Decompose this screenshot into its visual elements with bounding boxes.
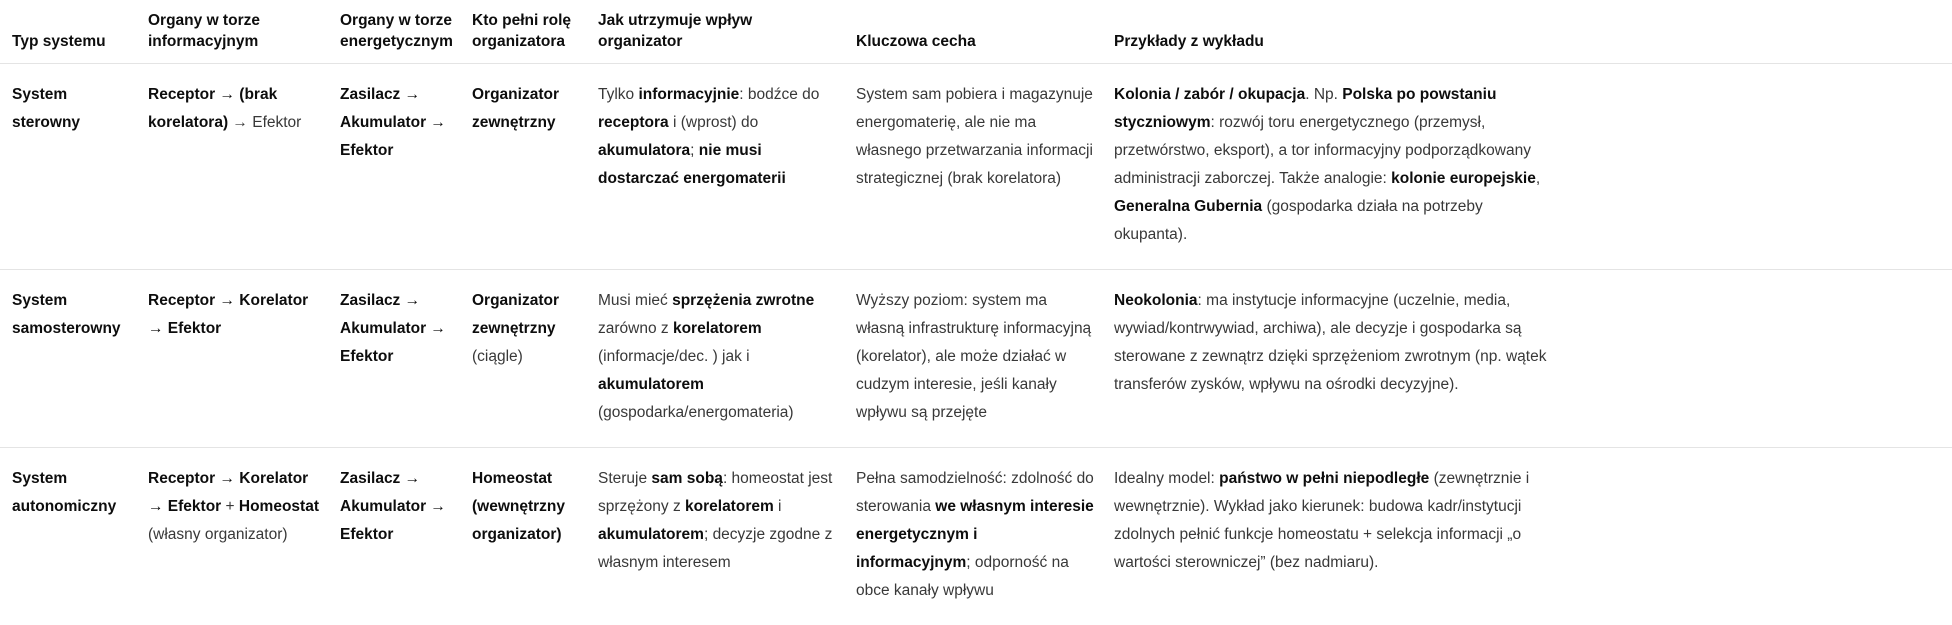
column-header-wplyw-organizatora: Jak utrzymuje wpływ organizator xyxy=(598,12,753,50)
header-spacer xyxy=(1566,42,1952,63)
table-header-row xyxy=(0,0,1952,64)
cell-autonomiczny-tor-informacyjny: Receptor → Korelator → Efektor + Homeostat (własny organizator) xyxy=(148,470,319,543)
table-row-system-sterowny xyxy=(0,64,1952,270)
column-header-organy-tor-energetyczny: Organy w torze energetycznym xyxy=(340,12,453,50)
cell-samosterowny-tor-informacyjny: Receptor → Korelator → Efektor xyxy=(148,292,309,337)
cell-autonomiczny-wplyw: Steruje sam sobą: homeostat jest sprzężony z korelatorem i akumulatorem; decyzje zgodne z własnym interesem xyxy=(598,470,833,571)
cell-samosterowny-cecha: Wyższy poziom: system ma własną infrastrukturę informacyjną (korelator), ale może działać w cudzym interesie, jeśli kanały wpływu są przejęte xyxy=(856,292,1092,421)
cell-samosterowny-wplyw: Musi mieć sprzężenia zwrotne zarówno z korelatorem (informacje/dec. ) jak i akumulatorem (gospodarka/energomateria) xyxy=(598,292,815,421)
cell-sterowny-wplyw: Tylko informacyjnie: bodźce do receptora i (wprost) do akumulatora; nie musi dostarczać energomaterii xyxy=(598,86,820,187)
cell-autonomiczny-typ: System autonomiczny xyxy=(12,470,117,515)
cell-autonomiczny-przyklady: Idealny model: państwo w pełni niepodległe (zewnętrznie i wewnętrznie). Wykład jako kierunek: budowa kadr/instytucji zdolnych pełnić funkcje homeostatu + selekcja informacji „o wartości sterowniczej” (bez nadmiaru). xyxy=(1114,470,1530,571)
cell-samosterowny-przyklady: Neokolonia: ma instytucje informacyjne (uczelnie, media, wywiad/kontrwywiad, archiwa), ale decyzje i gospodarka są sterowane z zewnątrz dzięki sprzężeniom zwrotnym (np. wątek transferów zysków, wpływu na ośrodki decyzyjne). xyxy=(1114,292,1547,393)
cell-sterowny-przyklady: Kolonia / zabór / okupacja. Np. Polska po powstaniu styczniowym: rozwój toru energetycznego (przemysł, przetwórstwo, eksport), a tor informacyjny podporządkowany administracji zaborczej. Także analogie: kolonie europejskie, Generalna Gubernia (gospodarka działa na potrzeby okupanta). xyxy=(1114,86,1541,243)
column-header-typ-systemu: Typ systemu xyxy=(12,33,106,50)
column-header-kluczowa-cecha: Kluczowa cecha xyxy=(856,33,976,50)
cell-sterowny-cecha: System sam pobiera i magazynuje energomaterię, ale nie ma własnego przetwarzania informacji strategicznej (brak korelatora) xyxy=(856,86,1093,187)
column-header-rola-organizatora: Kto pełni rolę organizatora xyxy=(472,12,572,50)
cell-autonomiczny-organizator: Homeostat (wewnętrzny organizator) xyxy=(472,470,566,543)
cell-sterowny-tor-energetyczny: Zasilacz → Akumulator → Efektor xyxy=(340,86,446,159)
cell-samosterowny-tor-energetyczny: Zasilacz → Akumulator → Efektor xyxy=(340,292,446,365)
cell-autonomiczny-tor-energetyczny: Zasilacz → Akumulator → Efektor xyxy=(340,470,446,543)
column-header-przyklady: Przykłady z wykładu xyxy=(1114,33,1264,50)
row-spacer xyxy=(1566,270,1952,447)
cell-autonomiczny-cecha: Pełna samodzielność: zdolność do sterowania we własnym interesie energetycznym i informacyjnym; odporność na obce kanały wpływu xyxy=(856,470,1094,599)
row-spacer xyxy=(1566,64,1952,269)
cell-samosterowny-organizator: Organizator zewnętrzny (ciągle) xyxy=(472,292,559,365)
row-spacer xyxy=(1566,448,1952,625)
cell-sterowny-typ: System sterowny xyxy=(12,86,81,131)
cell-sterowny-tor-informacyjny: Receptor → (brak korelatora) → Efektor xyxy=(148,86,302,131)
column-header-organy-tor-informacyjny: Organy w torze informacyjnym xyxy=(148,12,260,50)
table-row-system-samosterowny xyxy=(0,270,1952,448)
cell-sterowny-organizator: Organizator zewnętrzny xyxy=(472,86,559,131)
table-row-system-autonomiczny xyxy=(0,448,1952,625)
cell-samosterowny-typ: System samosterowny xyxy=(12,292,121,337)
